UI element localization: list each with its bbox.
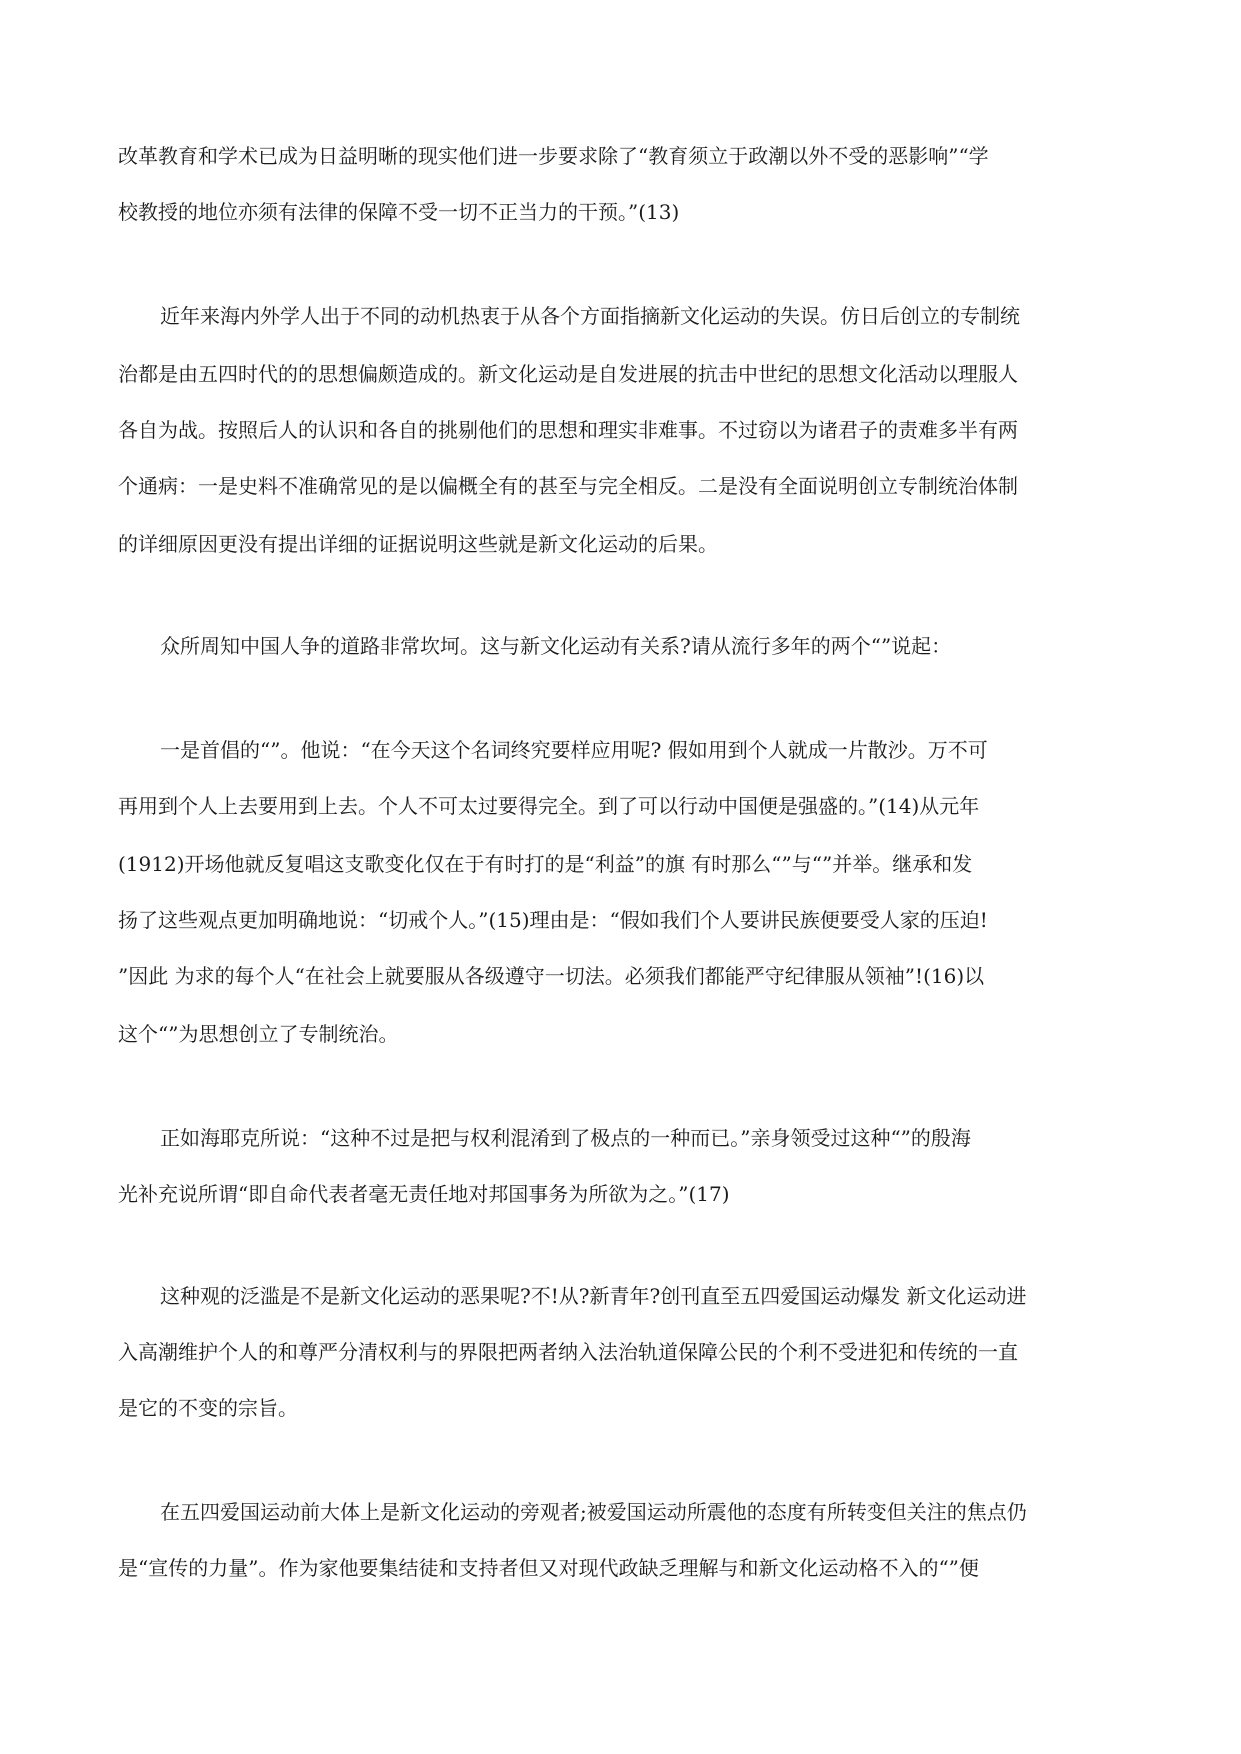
text-line: 近年来海内外学人出于不同的动机热衷于从各个方面指摘新文化运动的失误。仿日后创立的专制统 bbox=[160, 304, 1020, 328]
text-line: 是“宣传的力量”。作为家他要集结徒和支持者但又对现代政缺乏理解与和新文化运动格不入的“”便 bbox=[118, 1556, 979, 1580]
text-line: 在五四爱国运动前大体上是新文化运动的旁观者;被爱国运动所震他的态度有所转变但关注的焦点仍 bbox=[160, 1500, 1027, 1524]
text-line: 个通病：一是史料不准确常见的是以偏概全有的甚至与完全相反。二是没有全面说明创立专制统治体制 bbox=[118, 474, 1018, 498]
text-line: 各自为战。按照后人的认识和各自的挑剔他们的思想和理实非难事。不过窃以为诸君子的责难多半有两 bbox=[118, 418, 1018, 442]
text-line: 改革教育和学术已成为日益明晰的现实他们进一步要求除了“教育须立于政潮以外不受的恶影响”“学 bbox=[118, 144, 989, 168]
text-line: 光补充说所谓“即自命代表者毫无责任地对邦国事务为所欲为之。”(17) bbox=[118, 1182, 730, 1206]
text-line: (1912)开场他就反复唱这支歌变化仅在于有时打的是“利益”的旗 有时那么“”与“”并举。继承和发 bbox=[118, 852, 973, 876]
text-line: 入高潮维护个人的和尊严分清权利与的界限把两者纳入法治轨道保障公民的个利不受进犯和传统的一直 bbox=[118, 1340, 1018, 1364]
text-line: 再用到个人上去要用到上去。个人不可太过要得完全。到了可以行动中国便是强盛的。”(14)从元年 bbox=[118, 794, 980, 818]
text-line: 是它的不变的宗旨。 bbox=[118, 1396, 298, 1420]
text-line: 治都是由五四时代的的思想偏颇造成的。新文化运动是自发进展的抗击中世纪的思想文化活动以理服人 bbox=[118, 362, 1018, 386]
text-line: 正如海耶克所说：“这种不过是把与权利混淆到了极点的一种而已。”亲身领受过这种“”的殷海 bbox=[160, 1126, 971, 1150]
text-line: 校教授的地位亦须有法律的保障不受一切不正当力的干预。”(13) bbox=[118, 200, 680, 224]
text-line: ”因此 为求的每个人“在社会上就要服从各级遵守一切法。必须我们都能严守纪律服从领袖”!(16)以 bbox=[118, 964, 985, 988]
text-line: 这种观的泛滥是不是新文化运动的恶果呢?不!从?新青年?创刊直至五四爱国运动爆发 新文化运动进 bbox=[160, 1284, 1027, 1308]
text-line: 这个“”为思想创立了专制统治。 bbox=[118, 1022, 399, 1046]
text-line: 众所周知中国人争的道路非常坎坷。这与新文化运动有关系?请从流行多年的两个“”说起： bbox=[160, 634, 952, 658]
text-line: 扬了这些观点更加明确地说：“切戒个人。”(15)理由是：“假如我们个人要讲民族便要受人家的压迫! bbox=[118, 908, 988, 932]
text-line: 的详细原因更没有提出详细的证据说明这些就是新文化运动的后果。 bbox=[118, 532, 718, 556]
text-line: 一是首倡的“”。他说：“在今天这个名词终究要样应用呢? 假如用到个人就成一片散沙。万不可 bbox=[160, 738, 988, 762]
